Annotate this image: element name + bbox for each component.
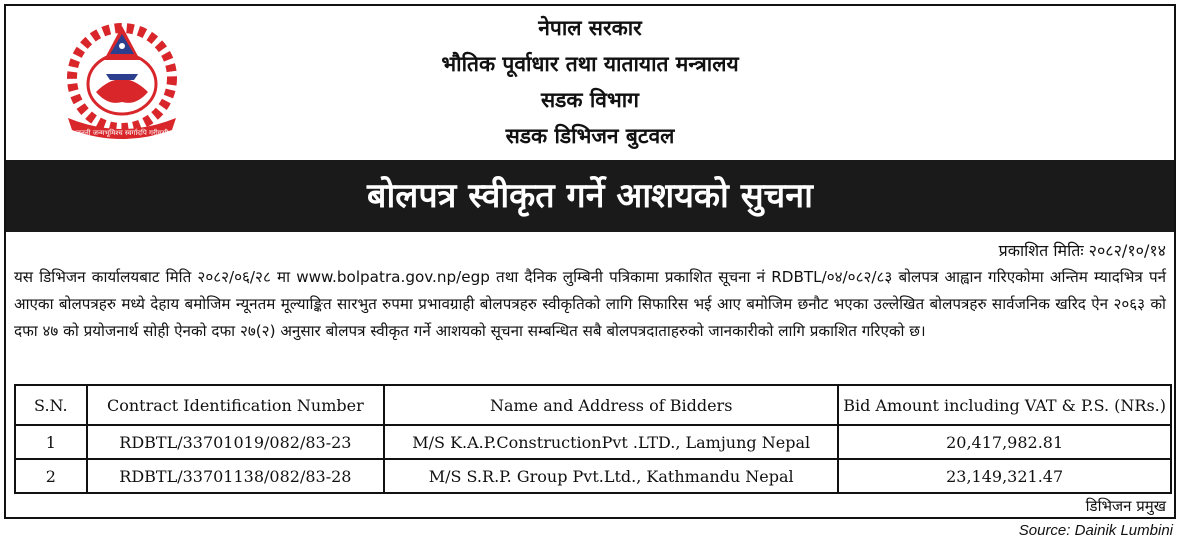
cell-contract-id: RDBTL/33701138/082/83-28 xyxy=(87,459,384,493)
cell-bidder: M/S S.R.P. Group Pvt.Ltd., Kathmandu Nepal xyxy=(384,459,838,493)
notice-title: बोलपत्र स्वीकृत गर्ने आशयको सुचना xyxy=(6,160,1174,232)
notice-header xyxy=(6,6,1174,160)
cell-sn: 2 xyxy=(15,459,87,493)
emblem-motto: जननी जन्मभूमिश्च स्वर्गादपि गरीयसी xyxy=(75,129,169,137)
notice-panel xyxy=(4,4,1176,519)
notice-paragraph: यस डिभिजन कार्यालयबाट मिति २०८२/०६/२८ मा www.bolpatra.gov.np/egp तथा दैनिक लुम्बिनी पत्रिकामा प्रकाशित सूचना नं RDBTL/०४/०८२/८३ बोलपत्र आह्वान गरिएकोमा अन्तिम म्यादभित्र पर्न आएका बोलपत्रहरु मध्ये देहाय बमोजिम न्यूनतम मूल्याङ्कित सारभुत रुपमा प्रभावग्राही बोलपत्रहरु स्वीकृतिको लागि सिफारिस भई आए बमोजिम छनौट भएका उल्लेखित बोलपत्रहरु सार्वजनिक खरिद ऐन २०६३ को दफा ४७ को प्रयोजनार्थ सोही ऐनको दफा २७(२) अनुसार बोलपत्र स्वीकृत गर्ने आशयको सूचना सम्बन्धित सबै बोलपत्रदाताहरुको जानकारीको लागि प्रकाशित गरिएको छ। xyxy=(14,268,1166,340)
publication-date: प्रकाशित मितिः २०८२/१०/१४ xyxy=(998,241,1166,260)
cell-contract-id: RDBTL/33701019/082/83-23 xyxy=(87,425,384,459)
header-department: सडक विभाग xyxy=(540,88,639,112)
cell-amount: 20,417,982.81 xyxy=(838,425,1171,459)
bids-table xyxy=(14,384,1172,494)
header-government: नेपाल सरकार xyxy=(538,16,642,40)
col-contract-id: Contract Identification Number xyxy=(87,385,384,425)
header-division: सडक डिभिजन बुटवल xyxy=(505,124,675,148)
signature-title: डिभिजन प्रमुख xyxy=(1085,497,1166,515)
table-row xyxy=(15,459,1171,493)
cell-amount: 23,149,321.47 xyxy=(838,459,1171,493)
col-amount: Bid Amount including VAT & P.S. (NRs.) xyxy=(838,385,1171,425)
source-credit: Source: Dainik Lumbini xyxy=(1018,522,1173,539)
table-row xyxy=(15,425,1171,459)
col-bidder: Name and Address of Bidders xyxy=(384,385,838,425)
cell-sn: 1 xyxy=(15,425,87,459)
col-sn: S.N. xyxy=(15,385,87,425)
header-ministry: भौतिक पूर्वाधार तथा यातायात मन्त्रालय xyxy=(441,52,739,76)
cell-bidder: M/S K.A.P.ConstructionPvt .LTD., Lamjung Nepal xyxy=(384,425,838,459)
table-header-row xyxy=(15,385,1171,425)
